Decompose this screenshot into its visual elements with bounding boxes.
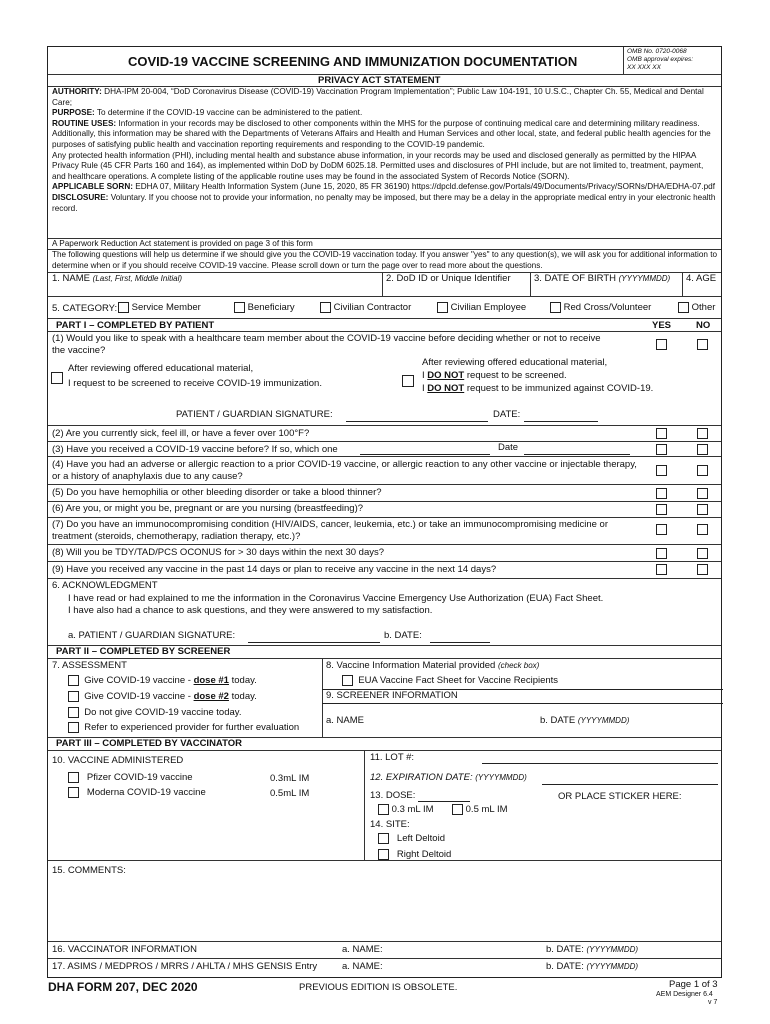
checkbox[interactable] bbox=[378, 833, 389, 844]
screener-date: b. DATE (YYYYMMDD) bbox=[540, 715, 630, 726]
site-right: Right Deltoid bbox=[378, 849, 451, 860]
q3-yes-checkbox[interactable] bbox=[656, 444, 667, 455]
q1-no-checkbox[interactable] bbox=[697, 339, 708, 350]
dose-label: 13. DOSE: bbox=[370, 790, 416, 801]
obsolete-note: PREVIOUS EDITION IS OBSOLETE. bbox=[299, 982, 458, 993]
disclosure-para: DISCLOSURE: Voluntary. If you choose not to provide your information, no penalty may be imposed, but there may be a delay in the appropriate medical entry in your electronic health record. bbox=[52, 192, 716, 213]
screener-label: 9. SCREENER INFORMATION bbox=[326, 690, 458, 701]
ack-date-label: b. DATE: bbox=[384, 630, 422, 641]
checkbox[interactable] bbox=[320, 302, 331, 313]
checkbox[interactable] bbox=[68, 707, 79, 718]
aem-version: AEM Designer 6.4 bbox=[656, 991, 713, 998]
exp-line[interactable] bbox=[542, 784, 718, 785]
question-3: (3) Have you received a COVID-19 vaccine before? If so, which one bbox=[52, 444, 338, 455]
vaccine-admin-label: 10. VACCINE ADMINISTERED bbox=[52, 755, 184, 766]
question-7: (7) Do you have an immunocompromising condition (HIV/AIDS, cancer, leukemia, etc.) or take an immunocompromising medicine or treatment (steroids, chemotherapy, radiation therapy, etc.)? bbox=[52, 519, 608, 542]
checkbox[interactable] bbox=[68, 772, 79, 783]
opt-b-line3: I DO NOT request to be immunized against COVID-19. bbox=[422, 383, 654, 394]
dose-line[interactable] bbox=[418, 801, 470, 802]
patient-signature-line[interactable] bbox=[346, 421, 488, 422]
purpose-para: PURPOSE: To determine if the COVID-19 vaccine can be administered to the patient. bbox=[52, 108, 363, 118]
checkbox[interactable] bbox=[68, 675, 79, 686]
site-label: 14. SITE: bbox=[370, 819, 410, 830]
question-8: (8) Will you be TDY/TAD/PCS OCONUS for > 30 days within the next 30 days? bbox=[52, 547, 385, 558]
pfizer-option: Pfizer COVID-19 vaccine bbox=[68, 772, 193, 783]
screener-name: a. NAME bbox=[326, 715, 365, 726]
exp-label: 12. EXPIRATION DATE: (YYYYMMDD) bbox=[370, 772, 527, 783]
ack-line1: I have read or had explained to me the information in the Coronavirus Vaccine Emergency Use Authorization (EUA) Fact Sheet. bbox=[68, 593, 604, 604]
form-container bbox=[47, 46, 722, 978]
checkbox[interactable] bbox=[68, 722, 79, 733]
q8-yes-checkbox[interactable] bbox=[656, 548, 667, 559]
q2-yes-checkbox[interactable] bbox=[656, 428, 667, 439]
category-other: Other bbox=[678, 302, 715, 313]
site-left: Left Deltoid bbox=[378, 833, 445, 844]
privacy-heading: PRIVACY ACT STATEMENT bbox=[318, 75, 441, 86]
question-9: (9) Have you received any vaccine in the past 14 days or plan to receive any vaccine in the next 14 days? bbox=[52, 564, 497, 575]
lot-label: 11. LOT #: bbox=[370, 752, 415, 763]
q4-yes-checkbox[interactable] bbox=[656, 465, 667, 476]
q9-no-checkbox[interactable] bbox=[697, 564, 708, 575]
q3-vaccine-line[interactable] bbox=[360, 454, 490, 455]
q6-yes-checkbox[interactable] bbox=[656, 504, 667, 515]
ack-line2: I have also had a chance to ask questions, and they were answered to my satisfaction. bbox=[68, 605, 433, 616]
give-dose1: Give COVID-19 vaccine - dose #1 today. bbox=[68, 675, 257, 686]
opt-b-line1: After reviewing offered educational material, bbox=[422, 357, 608, 368]
question-4: (4) Have you had an adverse or allergic reaction to a prior COVID-19 vaccine, or allergic reaction to any other vaccine or injectable therapy, or a history of anaphylaxis due to any cause? bbox=[52, 459, 637, 482]
dob-label: 3. DATE OF BIRTH (YYYYMMDD) bbox=[534, 273, 671, 284]
sticker-label: OR PLACE STICKER HERE: bbox=[558, 791, 682, 802]
phi-para: Any protected health information (PHI), including mental health and substance abuse information, in your records may be used and disclosed generally as permitted by the HIPAA Privacy Rule (45 CFR Parts 160 and 164), as implemented within DoD by DoDM 6025.18. Permitted uses and disclosures of PHI include, but are not limited to, treatment, payment, and healthcare operations. A complete listing of the applicable routine uses may be found in the associated System of Records Notice (SORN). bbox=[52, 150, 704, 181]
part3-heading: PART III – COMPLETED BY VACCINATOR bbox=[56, 738, 242, 749]
omb-expires: OMB approval expires: bbox=[627, 56, 694, 63]
question-2: (2) Are you currently sick, feel ill, or have a fever over 100°F? bbox=[52, 428, 310, 439]
ack-date-line[interactable] bbox=[430, 642, 490, 643]
part1-heading: PART I – COMPLETED BY PATIENT bbox=[56, 320, 215, 331]
ack-signature-label: a. PATIENT / GUARDIAN SIGNATURE: bbox=[68, 630, 236, 641]
no-header: NO bbox=[696, 320, 711, 331]
q6-no-checkbox[interactable] bbox=[697, 504, 708, 515]
lot-line[interactable] bbox=[482, 763, 718, 764]
q5-no-checkbox[interactable] bbox=[697, 488, 708, 499]
vaccinator-info-label: 16. VACCINATOR INFORMATION bbox=[52, 944, 197, 955]
q7-yes-checkbox[interactable] bbox=[656, 524, 667, 535]
assessment-label: 7. ASSESSMENT bbox=[52, 660, 127, 671]
category-service-member: Service Member bbox=[118, 302, 201, 313]
request-screening-checkbox[interactable] bbox=[51, 372, 63, 384]
form-title: COVID-19 VACCINE SCREENING AND IMMUNIZATION DOCUMENTATION bbox=[128, 54, 578, 69]
checkbox[interactable] bbox=[437, 302, 448, 313]
ack-label: 6. ACKNOWLEDGMENT bbox=[52, 580, 158, 591]
category-civilian-employee: Civilian Employee bbox=[437, 302, 526, 313]
vaccinator-name: a. NAME: bbox=[342, 944, 383, 955]
moderna-option: Moderna COVID-19 vaccine bbox=[68, 787, 206, 798]
vaccinator-date: b. DATE: (YYYYMMDD) bbox=[546, 944, 639, 955]
eua-option: EUA Vaccine Fact Sheet for Vaccine Recipients bbox=[342, 675, 558, 686]
q7-no-checkbox[interactable] bbox=[697, 524, 708, 535]
authority-para: AUTHORITY: DHA-IPM 20-004, “DoD Coronavirus Disease (COVID-19) Vaccination Program Implementation”; Public Law 104-191, 10 U.S.C., Chapter Ch. 55, Medical and Dental Care; bbox=[52, 87, 704, 107]
checkbox[interactable] bbox=[68, 787, 79, 798]
q3-date-label: Date bbox=[498, 442, 519, 453]
name-label: 1. NAME (Last, First, Middle Initial) bbox=[52, 273, 183, 284]
moderna-dose: 0.5mL IM bbox=[270, 788, 310, 799]
paperwork-note: A Paperwork Reduction Act statement is provided on page 3 of this form bbox=[52, 239, 313, 248]
category-civilian-contractor: Civilian Contractor bbox=[320, 302, 411, 313]
q5-yes-checkbox[interactable] bbox=[656, 488, 667, 499]
q8-no-checkbox[interactable] bbox=[697, 548, 708, 559]
checkbox[interactable] bbox=[678, 302, 689, 313]
patient-signature-label: PATIENT / GUARDIAN SIGNATURE: bbox=[176, 409, 333, 420]
decline-checkbox[interactable] bbox=[402, 375, 414, 387]
category-red-cross: Red Cross/Volunteer bbox=[550, 302, 651, 313]
question-1: (1) Would you like to speak with a healthcare team member about the COVID-19 vaccine before deciding whether or not to receive the vaccine? bbox=[52, 333, 601, 356]
yes-header: YES bbox=[652, 320, 672, 331]
checkbox[interactable] bbox=[378, 804, 389, 815]
question-6: (6) Are you, or might you be, pregnant or are you nursing (breastfeeding)? bbox=[52, 503, 364, 514]
checkbox[interactable] bbox=[452, 804, 463, 815]
checkbox[interactable] bbox=[378, 849, 389, 860]
asims-name: a. NAME: bbox=[342, 961, 383, 972]
patient-date-line[interactable] bbox=[524, 421, 598, 422]
form-id: DHA FORM 207, DEC 2020 bbox=[48, 980, 198, 994]
opt-a-line2: I request to be screened to receive COVID-19 immunization. bbox=[68, 378, 322, 389]
routine-para: ROUTINE USES: Information in your records may be disclosed to other components within the MHS for the purpose of continuing medical care and determining military readiness. Additionally, this information may be shared with the Departments of Veterans Affairs and Health and Human Services and other local, state, and federal public health agencies for the purposes of satisfying public health and vaccination reporting requirements and responding to the COVID-19 pandemic. bbox=[52, 118, 711, 149]
part2-heading: PART II – COMPLETED BY SCREENER bbox=[56, 646, 231, 657]
dose-05: 0.5 mL IM bbox=[452, 804, 508, 815]
ack-signature-line[interactable] bbox=[248, 642, 380, 643]
q9-yes-checkbox[interactable] bbox=[656, 564, 667, 575]
category-beneficiary: Beneficiary bbox=[234, 302, 295, 313]
sorn-para: APPLICABLE SORN: EDHA 07, Military Health Information System (June 15, 2020, 85 FR 36190) https://dpcld.defense.gov/Portals/49/Documents/Privacy/SORNs/DHA/EDHA-07.pdf bbox=[52, 182, 716, 192]
checkbox[interactable] bbox=[550, 302, 561, 313]
category-label: 5. CATEGORY: bbox=[52, 303, 118, 314]
patient-date-label: DATE: bbox=[493, 409, 521, 420]
privacy-text bbox=[52, 87, 718, 214]
checkbox[interactable] bbox=[68, 691, 79, 702]
form-version: v 7 bbox=[708, 999, 718, 1006]
q3-no-checkbox[interactable] bbox=[697, 444, 708, 455]
question-5: (5) Do you have hemophilia or other bleeding disorder or take a blood thinner? bbox=[52, 487, 382, 498]
page-number: Page 1 of 3 bbox=[669, 979, 718, 990]
pfizer-dose: 0.3mL IM bbox=[270, 773, 310, 784]
no-give: Do not give COVID-19 vaccine today. bbox=[68, 707, 241, 718]
asims-date: b. DATE: (YYYYMMDD) bbox=[546, 961, 639, 972]
comments-label: 15. COMMENTS: bbox=[52, 865, 126, 876]
refer: Refer to experienced provider for further evaluation bbox=[68, 722, 299, 733]
checkbox[interactable] bbox=[342, 675, 353, 686]
q4-no-checkbox[interactable] bbox=[697, 465, 708, 476]
opt-a-line1: After reviewing offered educational material, bbox=[68, 363, 254, 374]
vim-label: 8. Vaccine Information Material provided (check box) bbox=[326, 660, 540, 671]
give-dose2: Give COVID-19 vaccine - dose #2 today. bbox=[68, 691, 257, 702]
checkbox[interactable] bbox=[118, 302, 129, 313]
intro-text: The following questions will help us determine if we should give you the COVID-19 vaccination today. If you answer "yes" to any question(s), we will ask you for additional information to determine when or if you should receive COVID-19 vaccine. Please scroll down or turn the page over to read more about the questions. bbox=[52, 250, 718, 270]
dodid-label: 2. DoD ID or Unique Identifier bbox=[386, 273, 511, 284]
dose-03: 0.3 mL IM bbox=[378, 804, 434, 815]
checkbox[interactable] bbox=[234, 302, 245, 313]
q2-no-checkbox[interactable] bbox=[697, 428, 708, 439]
omb-date: XX XXX XX bbox=[627, 64, 661, 71]
asims-label: 17. ASIMS / MEDPROS / MRRS / AHLTA / MHS GENSIS Entry bbox=[52, 961, 318, 972]
q3-date-line[interactable] bbox=[524, 454, 630, 455]
q1-yes-checkbox[interactable] bbox=[656, 339, 667, 350]
age-label: 4. AGE bbox=[686, 273, 717, 284]
opt-b-line2: I DO NOT request to be screened. bbox=[422, 370, 567, 381]
omb-number: OMB No. 0720-0068 bbox=[627, 48, 687, 55]
